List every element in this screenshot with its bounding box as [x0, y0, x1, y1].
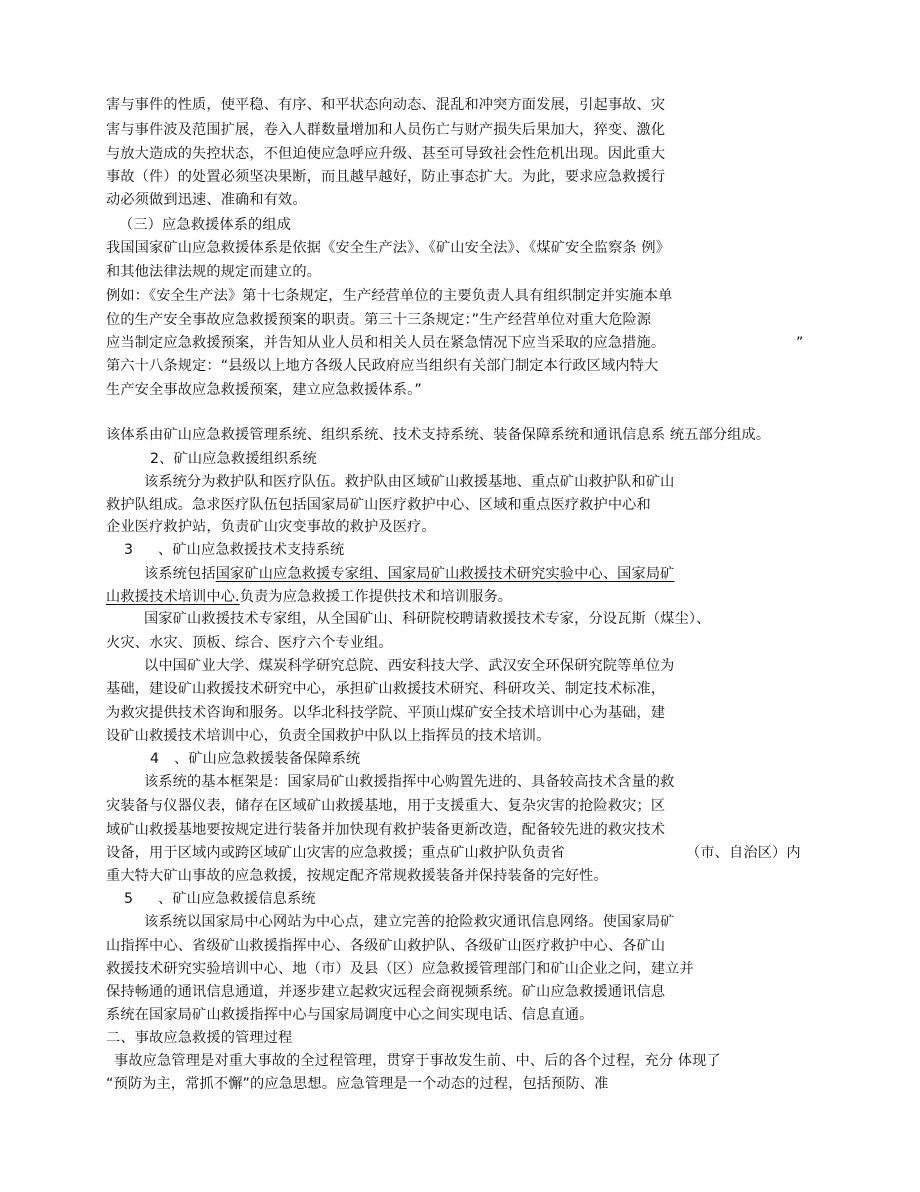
section-number: 3 [124, 542, 134, 558]
text-line: 害与事件波及范围扩展，卷入人群数量增加和人员伤亡与财产损失后果加大，猝变、激化 [106, 122, 666, 138]
text-line: 保持畅通的通讯信息通道，并逐步建立起救灾远程会商视频系统。矿山应急救援通讯信息 [106, 984, 666, 1000]
text-line: 应当制定应急救援预案，并告知从业人员和相关人员在紧急情况下应当采取的应急措施。 [106, 335, 666, 351]
text-span: 负责为应急救援工作提供技术和培训服务。 [239, 589, 513, 605]
text-line: 救援技术研究实验培训中心、地（市）及县（区）应急救援管理部门和矿山企业之问，建立并 [106, 961, 694, 977]
text-line: 和其他法律法规的规定而建立的。 [106, 264, 322, 280]
text-line: （市、自治区）内 [686, 845, 801, 861]
text-line: 第六十八条规定：“县级以上地方各级人民政府应当组织有关部门制定本行政区域内特大 [106, 358, 659, 374]
text-line: 以中国矿业大学、煤炭科学研究总院、西安科技大学、武汉安全环保研究院等单位为 [144, 658, 675, 674]
text-line: 设备，用于区域内或跨区域矿山灾害的应急救援；重点矿山救护队负责省 [106, 845, 565, 861]
text-line: 动必须做到迅速、准确和有效。 [106, 192, 307, 208]
text-line: 灾装备与仪器仪表，储存在区域矿山救援基地，用于支援重大、复杂灾害的抢险救灾；区 [106, 798, 666, 814]
text-line: 该体系由矿山应急救援管理系统、组织系统、技术支持系统、装备保障系统和通讯信息系 统五部分组成。 [106, 427, 771, 443]
text-line: 重大特大矿山事故的应急救援，按规定配齐常规救援装备并保持装备的完好性。 [106, 868, 608, 884]
text-line: 域矿山救援基地要按规定进行装备并加快现有救护装备更新改造，配备较先进的救灾技术 [106, 822, 666, 838]
text-line: 该系统分为救护队和医疗队伍。救护队由区域矿山救援基地、重点矿山救护队和矿山 [144, 474, 675, 490]
text-span: 该系统包括 [144, 566, 216, 582]
text-line: 事故应急管理是对重大事故的全过程管理，贯穿于事故发生前、中、后的各个过程，充分 体现了 [114, 1053, 721, 1069]
section-number: 4 [150, 751, 160, 767]
text-line: 救护队组成。急求医疗队伍包括国家局矿山医疗救护中心、区域和重点医疗救护中心和 [106, 497, 651, 513]
stray-quote-mark: ” [796, 335, 804, 351]
underlined-text: 国家矿山应急救援专家组、国家局矿山救援技术研究实验中心、国家局矿 [215, 566, 675, 582]
underlined-text: 山救援技术培训中心. [106, 589, 240, 605]
text-line: 该系统的基本框架是：国家局矿山救援指挥中心购置先进的、具备较高技术含量的救 [144, 774, 675, 790]
text-line [144, 565, 675, 583]
text-line: 与放大造成的失控状态，不但迫使应急呼应升级、甚至可导致社会性危机出现。因此重大 [106, 146, 666, 162]
section-heading: （三）应急救援体系的组成 [119, 217, 292, 233]
text-line [106, 588, 512, 606]
text-line: 设矿山救援技术培训中心，负责全国救护中队以上指挥员的技术培训。 [106, 728, 551, 744]
text-line: 火灾、水灾、顶板、综合、医疗六个专业组。 [106, 635, 393, 651]
text-line: 位的生产安全事故应急救援预案的职责。第三十三条规定：”生产经营单位对重大危险源 [106, 312, 652, 328]
text-line: 我国国家矿山应急救援体系是依据《安全生产法》、《矿山安全法》、《煤矿安全监察条 例》 [106, 240, 671, 256]
section-heading: 、矿山应急救援装备保障系统 [174, 751, 361, 767]
text-line: 生产安全事故应急救援预案，建立应急救援体系。” [106, 382, 422, 398]
text-line: 害与事件的性质，使平稳、有序、和平状态向动态、混乱和冲突方面发展，引起事故、灾 [106, 97, 666, 113]
text-line: 基础，建设矿山救援技术研究中心，承担矿山救援技术研究、科研攻关、制定技术标准， [106, 681, 666, 697]
section-heading: 二、事故应急救援的管理过程 [106, 1030, 293, 1046]
text-line: 事故（件）的处置必须坚决果断，而且越早越好，防止事态扩大。为此，要求应急救援行 [106, 169, 666, 185]
text-line: 山指挥中心、省级矿山救援指挥中心、各级矿山救护队、各级矿山医疗救护中心、各矿山 [106, 938, 666, 954]
text-line: 国家矿山救援技术专家组，从全国矿山、科研院校聘请救援技术专家，分设瓦斯（煤尘）、 [144, 611, 711, 627]
section-heading: 、矿山应急救援信息系统 [158, 891, 316, 907]
text-line: 例如：《安全生产法》第十七条规定，生产经营单位的主要负责人具有组织制定并实施本单 [106, 288, 673, 304]
section-number: 5 [124, 891, 134, 907]
text-line: 该系统以国家局中心网站为中心点，建立完善的抢险救灾通讯信息网络。使国家局矿 [144, 914, 675, 930]
text-line: 为救灾提供技术咨询和服务。以华北科技学院、平顶山煤矿安全技术培训中心为基础，建 [106, 705, 666, 721]
text-line: 企业医疗救护站，负责矿山灾变事故的救护及医疗。 [106, 519, 436, 535]
text-line: 系统在国家局矿山救援指挥中心与国家局调度中心之间实现电话、信息直通。 [106, 1007, 594, 1023]
section-heading: 、矿山应急救援技术支持系统 [158, 542, 345, 558]
section-heading: 2、矿山应急救援组织系统 [150, 451, 317, 467]
text-line: “预防为主，常抓不懈”的应急思想。应急管理是一个动态的过程，包括预防、准 [106, 1076, 609, 1092]
